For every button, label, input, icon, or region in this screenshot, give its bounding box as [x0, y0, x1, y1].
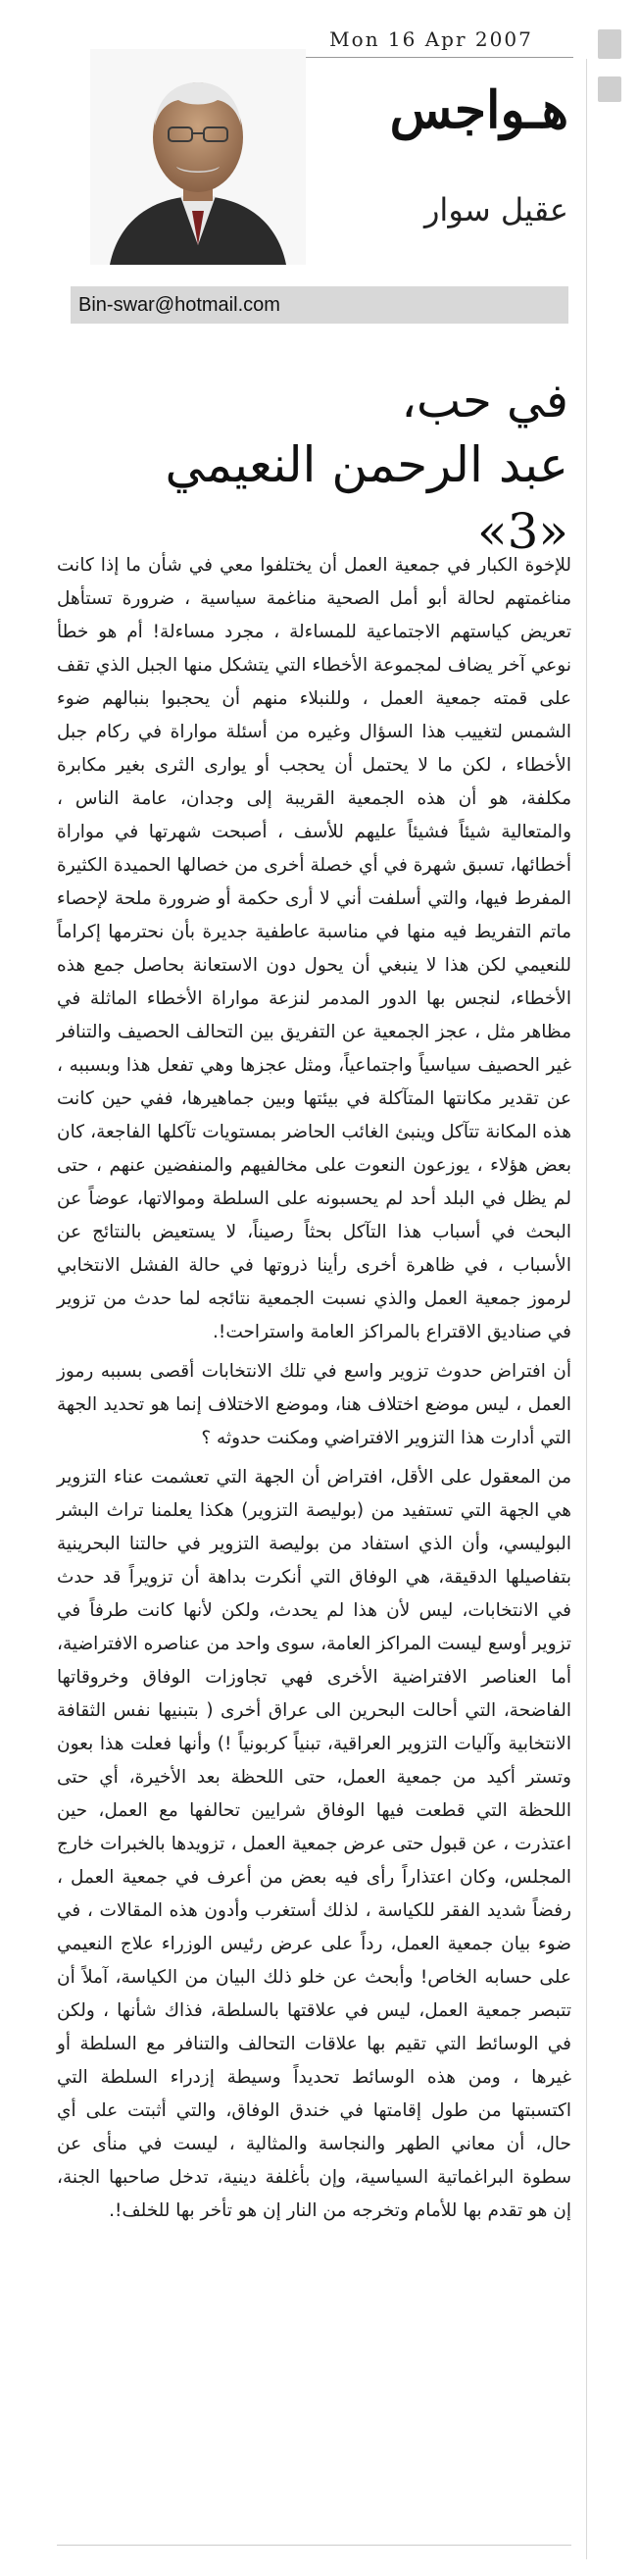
- column-side-rule: [586, 59, 587, 2559]
- author-email[interactable]: Bin-swar@hotmail.com: [78, 293, 280, 316]
- author-portrait-image: [90, 49, 306, 265]
- article-headline: [59, 371, 568, 565]
- author-photo: [90, 49, 306, 265]
- column-title: هـواجس: [389, 80, 568, 140]
- header-rule: [299, 57, 573, 58]
- page-marker: [598, 29, 621, 59]
- email-bar: [71, 286, 568, 324]
- issue-date: Mon 16 Apr 2007: [329, 27, 533, 51]
- author-name: عقيل سوار: [423, 191, 568, 228]
- article-paragraph: من المعقول على الأقل، افتراض أن الجهة التي تعشمت عناء التزوير هي الجهة التي تستفيد من (بوليصة التزوير) هكذا يعلمنا تراث البشر البوليسي، وأن الذي استفاد من بوليصة التزوير في حالتنا البحرينية بتفاصيلها الدقيقة، هي الوفاق التي أنكرت بداهة أن تزويراً قد حدث في الانتخابات، ليس لأن هذا لم يحدث، ولكن لأنها كانت طرفاً في تزوير أوسع ليست المراكز العامة، سوى واحد من عناصره الافتراضية، أما العناصر الافتراضية الأخرى فهي تجاوزات الوفاق وخروقاتها الفاضحة، التي أحالت البحرين الى عراق أخرى ( بتبنيها نفس الثقافة الانتخابية وآليات التزوير العراقية، تبنياً كربونياً !) وأنها فعلت هذا بعون وتستر أكيد من جمعية العمل، حتى اللحظة بعد الأخيرة، أي حتى اللحظة التي قطعت فيها الوفاق شرايين تحالفها مع العمل، حين اعتذرت ، عن قبول حتى عرض جمعية العمل ، تزويدها بالخبرات خارج المجلس، وكان اعتذاراً رأى فيه بعض من أعرف في جمعية العمل ، رفضاً شديد الفقر للكياسة ، لذلك أستغرب وأدون هذه المقالات ، في ضوء بيان جمعية العمل، رداً على عرض رئيس الوزراء علاج النعيمي على حسابه الخاص! وأبحث عن خلو ذلك البيان من الكياسة، آملاً أن تتبصر جمعية العمل، ليس في علاقتها بالسلطة، فذاك شأنها ، ولكن في الوسائط التي تقيم بها علاقات التحالف والتنافر مع السلطة أو غيرها ، ومن هذه الوسائط تحديداً وسيطة إزدراء السلطة التي اكتسبتها من طول إقامتها في خندق الوفاق، والتي أثبتت على أي حال، أن معاني الطهر والنجاسة والمثالية ، ليست في منأى عن سطوة البراغماتية السياسية، وإن بأغلفة دينية، تدخل صاحبها الجنة، إن هو تقدم بها للأمام وتخرجه من النار إن هو تأخر بها للخلف!.: [57, 1467, 571, 2221]
- article-paragraph: للإخوة الكبار في جمعية العمل أن يختلفوا معي في شأن ما إذا كانت مناغمتهم لحالة أبو أمل الصحية مناغمة سياسية ، ضرورة تستأهل تعريض كياستهم الاجتماعية للمساءلة ، مجرد مساءلة! أم هو خطأ نوعي آخر يضاف لمجموعة الأخطاء التي يتشكل منها الجبل الذي تقف على قمته جمعية العمل ، وللنبلاء منهم أن يحجبوا بنبالهم ضوء الشمس لتغييب هذا السؤال وغيره من أسئلة مواراة في ركام جبل الأخطاء ، لكن ما لا يحتمل أن يحجب أو يوارى الثرى بغير مكابرة مكلفة، هو أن هذه الجمعية القريبة إلى وجدان، عامة الناس ، والمتعالية شيئاً فشيئاً عليهم للأسف ، أصبحت شهرتها في مواراة أخطائها، تسبق شهرة في أي خصلة أخرى من خصالها الحميدة الكثيرة المفرط فيها، والتي أسلفت أني لا أرى حكمة أو ضرورة ملحة لإحصاء ماتم التفريط فيه منها في مناسبة عاطفية جديرة بأن نحترمها إكراماً للنعيمي لكن هذا لا ينبغي أن يحول دون الاستعانة بحاصل جمع هذه الأخطاء، لنجس بها الدور المدمر لنزعة مواراة الأخطاء الماثلة في مظاهر مثل ، عجز الجمعية عن التفريق بين التحالف الحصيف والتنافر غير الحصيف سياسياً واجتماعياً، ومثل عجزها وهي تفعل هذا وبسببه ، عن تقدير مكانتها المتآكلة في بيئتها وبين جماهيرها، ففي حين كانت هذه المكانة تتآكل وينبئ الغائب الحاضر بمستويات تآكلها الفاجعة، كان بعض هؤلاء ، يوزعون النعوت على مخالفيهم والمنفضين عنهم ، حتى لم يظل في البلد أحد لم يحسبونه على السلطة وموالاتها، عوضاً عن البحث في أسباب هذا التآكل بحثاً رصيناً، لا يستعيض بالنتائج عن الأسباب ، في ظاهرة أخرى رأينا ذروتها في حالة الفشل الانتخابي لرموز جمعية العمل والذي نسبت الجمعية نتائجه لما حدث من تزوير في صناديق الاقتراع بالمراكز العامة واستراحت!.: [57, 555, 571, 1342]
- headline-line-2: عبد الرحمن النعيمي «3»: [165, 436, 568, 560]
- footer-rule: [57, 2545, 571, 2546]
- article-paragraph: أن افتراض حدوث تزوير واسع في تلك الانتخابات أقصى بسببه رموز العمل ، ليس موضع اختلاف هنا، وموضع الاختلاف إنما هو تحديد الجهة التي أدارت هذا التزوير الافتراضي ومكنت حدوثه ؟: [57, 1361, 571, 1448]
- page-marker-lower: [598, 76, 621, 102]
- headline-line-1: في حب،: [401, 374, 568, 429]
- article-body: [57, 549, 571, 2234]
